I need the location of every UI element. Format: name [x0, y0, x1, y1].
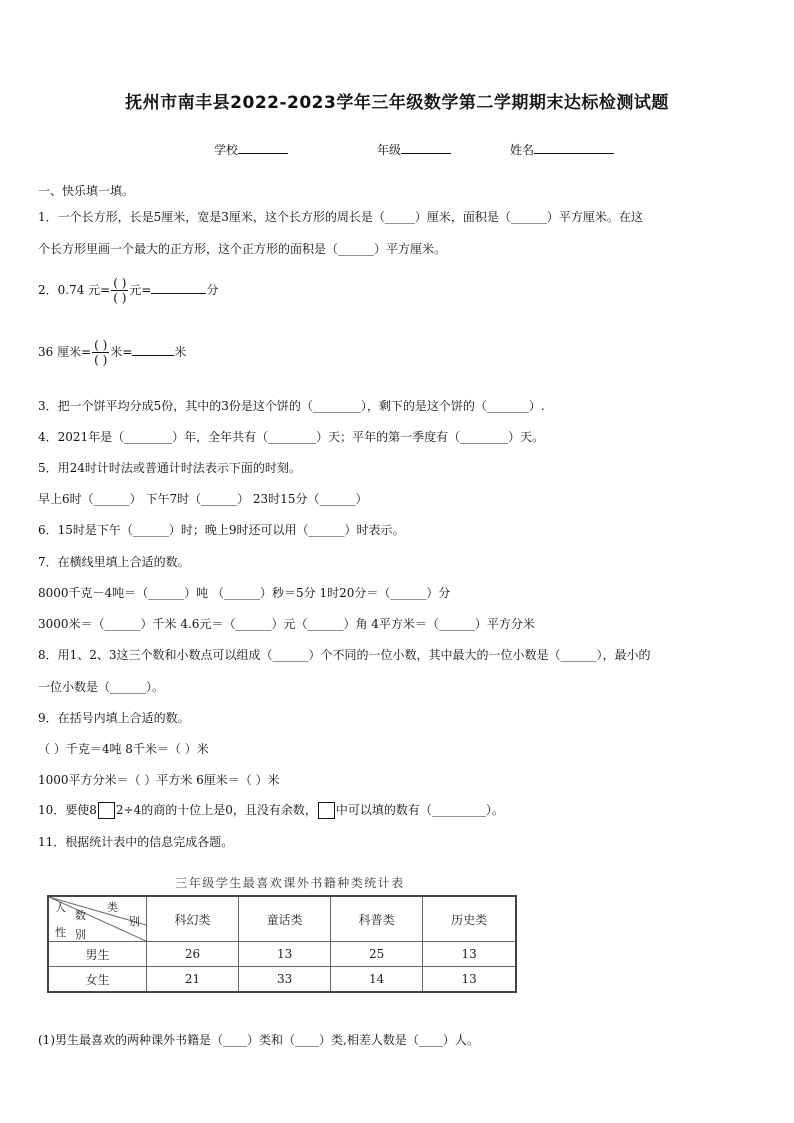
q2b-blank: [132, 343, 174, 356]
corner-label-ren: 人: [55, 901, 66, 914]
table-row: [48, 967, 516, 993]
q2b-fraction: $\frac{( )}{( )}$: [94, 338, 108, 367]
header-history: 历史类: [423, 896, 516, 942]
table-row: [48, 942, 516, 967]
q2b-prefix: 36 厘米=: [38, 345, 92, 359]
school-blank: [238, 141, 288, 154]
corner-label-xing: 性: [55, 926, 66, 939]
name-blank: [534, 141, 614, 154]
question-11: 11．根据统计表中的信息完成各题。: [38, 835, 234, 849]
question-2: [38, 276, 219, 305]
q10-box-2: [318, 802, 335, 819]
table-cell: 13: [239, 942, 331, 967]
question-2b: [38, 338, 186, 367]
question-1-line-1: 1．一个长方形，长是5厘米，宽是3厘米，这个长方形的周长是（_____）厘米，面积是（______）平方厘米。在这: [38, 210, 643, 224]
question-4: 4．2021年是（________）年，全年共有（________）天；平年的第一季度有（________）天。: [38, 430, 545, 444]
q2-unit: 分: [206, 283, 219, 297]
q10-box-1: [98, 802, 115, 819]
table-corner-cell: [48, 896, 147, 942]
stats-table: [47, 895, 517, 993]
question-3: 3．把一个饼平均分成5份，其中的3份是这个饼的（________），剩下的是这个饼的（_______）.: [38, 399, 545, 413]
question-9-row-1: （ ）千克＝4吨 8千米＝（ ）米: [38, 742, 209, 756]
table-cell: 13: [423, 942, 516, 967]
corner-label-lei: 类: [107, 901, 118, 914]
q2b-unit: 米: [174, 345, 187, 359]
question-7-row-1: 8000千克－4吨＝（______）吨 （______）秒＝5分 1时20分＝（______）分: [38, 586, 451, 600]
question-9-row-2: 1000平方分米＝（ ）平方米 6厘米＝（ ）米: [38, 773, 280, 787]
q10-part-b: 2÷4的商的十位上是0，且没有余数，: [115, 803, 317, 817]
corner-label-bie1: 别: [129, 915, 140, 928]
grade-blank: [401, 141, 451, 154]
q2b-mid: 米=: [110, 345, 133, 359]
table-cell: 14: [331, 967, 423, 993]
table-cell: 33: [239, 967, 331, 993]
q2-blank: [151, 281, 206, 294]
table-caption: 三年级学生最喜欢课外书籍种类统计表: [175, 876, 405, 890]
question-7: 7．在横线里填上合适的数。: [38, 555, 190, 569]
header-scifi: 科幻类: [147, 896, 239, 942]
name-label: 姓名: [510, 143, 535, 157]
header-science: 科普类: [331, 896, 423, 942]
row-label-girls: 女生: [48, 967, 147, 993]
question-8-line-1: 8．用1、2、3这三个数和小数点可以组成（______）个不同的一位小数，其中最大的一位小数是（______），最小的: [38, 648, 651, 662]
question-1-line-2: 个长方形里画一个最大的正方形，这个正方形的面积是（______）平方厘米。: [38, 242, 447, 256]
question-5-items: 早上6时（______） 下午7时（______） 23时15分（______）: [38, 492, 368, 506]
q10-part-a: 10．要使8: [38, 803, 97, 817]
question-6: 6．15时是下午（______）时；晚上9时还可以用（______）时表示。: [38, 523, 405, 537]
question-5: 5．用24时计时法或普通计时法表示下面的时刻。: [38, 461, 301, 475]
table-cell: 25: [331, 942, 423, 967]
section-heading: 一、快乐填一填。: [38, 184, 135, 198]
page-title: 抚州市南丰县2022-2023学年三年级数学第二学期期末达标检测试题: [125, 93, 669, 113]
question-8-line-2: 一位小数是（______）。: [38, 680, 165, 694]
row-label-boys: 男生: [48, 942, 147, 967]
table-cell: 21: [147, 967, 239, 993]
question-7-row-2: 3000米＝（______）千米 4.6元＝（______）元（______）角 4平方米＝（______）平方分米: [38, 617, 535, 631]
corner-label-bie2: 别: [75, 928, 86, 941]
table-cell: 13: [423, 967, 516, 993]
school-field: [214, 141, 288, 158]
question-9: 9．在括号内填上合适的数。: [38, 711, 190, 725]
q10-part-c: 中可以填的数有（_________）。: [335, 803, 504, 817]
table-cell: 26: [147, 942, 239, 967]
grade-field: [377, 141, 451, 158]
grade-label: 年级: [377, 143, 402, 157]
q2-mid: 元=: [129, 283, 152, 297]
question-10: [38, 801, 504, 819]
q2-prefix: 2．0.74 元=: [38, 283, 111, 297]
header-fairy-tale: 童话类: [239, 896, 331, 942]
question-11-part-1: (1)男生最喜欢的两种课外书籍是（____）类和（____）类,相差人数是（____）人。: [38, 1033, 479, 1047]
school-label: 学校: [214, 143, 239, 157]
q2-fraction: $\frac{( )}{( )}$: [113, 276, 127, 305]
corner-label-shu: 数: [75, 909, 86, 922]
name-field: [510, 141, 614, 158]
